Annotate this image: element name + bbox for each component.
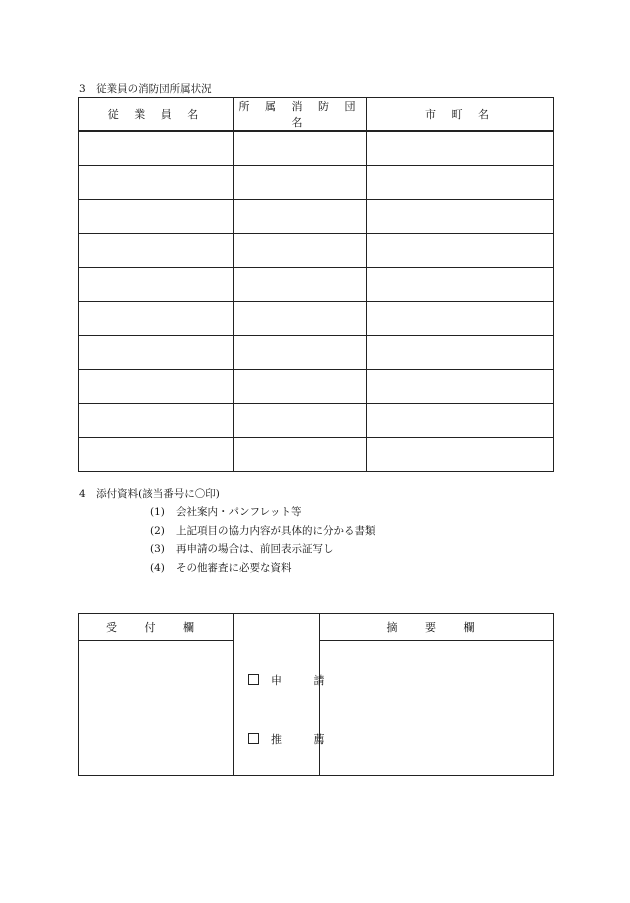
fire-brigade-cell[interactable] [234,404,367,438]
table-row [79,200,554,234]
fire-brigade-cell[interactable] [234,166,367,200]
table-row [79,234,554,268]
municipality-cell[interactable] [367,302,554,336]
table-row [79,370,554,404]
column-header-municipality: 市 町 名 [367,98,554,132]
item-number: (3) [150,543,165,555]
item-number: (2) [150,524,165,537]
employee-name-cell[interactable] [79,166,234,200]
fire-brigade-cell[interactable] [234,131,367,166]
table-row [79,131,554,166]
fire-brigade-cell[interactable] [234,200,367,234]
municipality-cell[interactable] [367,131,554,166]
item-text: その他審査に必要な資料 [176,561,292,574]
checkbox-icon[interactable] [248,674,259,685]
reception-field[interactable] [79,641,234,776]
employee-name-cell[interactable] [79,234,234,268]
employee-name-cell[interactable] [79,200,234,234]
column-header-fire-brigade-name: 所 属 消 防 団 名 [234,98,367,132]
checkbox-icon[interactable] [248,733,259,744]
table-row [79,438,554,472]
municipality-cell[interactable] [367,404,554,438]
table-header-row [79,98,554,132]
table-row [79,404,554,438]
employee-name-cell[interactable] [79,302,234,336]
section-3-heading: 3 従業員の消防団所属状況 [79,83,212,95]
table-row [79,166,554,200]
item-text: 再申請の場合は、前回表示証写し [176,543,334,555]
fire-brigade-cell[interactable] [234,268,367,302]
fire-brigade-membership-table [78,97,554,472]
table-row [79,268,554,302]
list-item [150,561,376,580]
section-4-heading: 4 添付資料(該当番号に〇印) [79,488,220,500]
list-item [150,524,376,543]
list-item [150,542,376,561]
option-label: 申 請 [271,674,339,687]
employee-name-cell[interactable] [79,370,234,404]
option-label: 推 薦 [271,733,339,746]
reception-column-header: 受 付 欄 [79,614,234,641]
municipality-cell[interactable] [367,166,554,200]
employee-name-cell[interactable] [79,336,234,370]
municipality-cell[interactable] [367,268,554,302]
remarks-field[interactable] [320,641,554,776]
municipality-cell[interactable] [367,200,554,234]
column-header-employee-name: 従 業 員 名 [79,98,234,132]
reception-table [78,613,554,776]
fire-brigade-cell[interactable] [234,438,367,472]
employee-name-cell[interactable] [79,131,234,166]
table-row [79,336,554,370]
remarks-column-header: 摘 要 欄 [320,614,554,641]
fire-brigade-cell[interactable] [234,370,367,404]
municipality-cell[interactable] [367,234,554,268]
item-number: (4) [150,561,165,574]
attachment-list [150,505,376,579]
employee-name-cell[interactable] [79,438,234,472]
employee-name-cell[interactable] [79,268,234,302]
item-text: 会社案内・パンフレット等 [176,506,302,518]
municipality-cell[interactable] [367,336,554,370]
fire-brigade-cell[interactable] [234,302,367,336]
application-option[interactable] [248,672,339,688]
fire-brigade-cell[interactable] [234,336,367,370]
employee-name-cell[interactable] [79,404,234,438]
recommendation-option[interactable] [248,731,339,747]
municipality-cell[interactable] [367,370,554,404]
item-text: 上記項目の協力内容が具体的に分かる書類 [176,524,376,537]
list-item [150,505,376,524]
municipality-cell[interactable] [367,438,554,472]
fire-brigade-cell[interactable] [234,234,367,268]
application-type-cell [234,614,339,776]
item-number: (1) [150,506,165,518]
table-row [79,302,554,336]
